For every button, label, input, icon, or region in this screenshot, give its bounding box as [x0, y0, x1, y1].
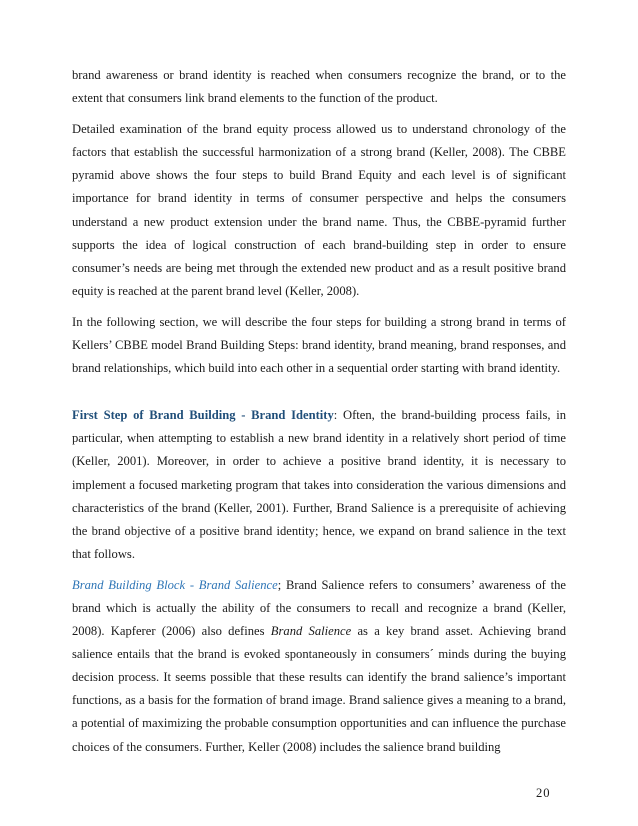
paragraph-following-section: In the following section, we will describe the four steps for building a strong brand in terms of Kellers’ CBBE model Brand Building Steps: brand identity, brand meaning, brand responses, and brand relationships, which build into each other in a sequential order starting with brand identity.: [72, 314, 566, 376]
paragraph-brand-salience: [72, 574, 566, 759]
document-page: [72, 64, 566, 767]
paragraph-brand-identity-text: : Often, the brand-building process fails, in particular, when attempting to establish a new brand identity in a relatively short period of time (Keller, 2001). Moreover, in order to achieve a positive brand identity, it is necessary to implement a focused marketing program that takes into consideration the various dimensions and characteristics of the brand (Keller, 2001). Further, Brand Salience is a prerequisite of achieving the brand objective of a positive brand identity; hence, we expand on brand salience in the text that follows.: [72, 408, 566, 561]
emphasis-brand-salience: Brand Salience: [270, 624, 352, 639]
paragraph-brand-equity-process: Detailed examination of the brand equity process allowed us to understand chronology of the factors that establish the successful harmonization of a strong brand (Keller, 2008). The CBBE pyramid above shows the four steps to build Brand Equity and each level is of significant importance for brand identity in terms of consumer perspective and helps the consumers understand a new product extension under the brand name. Thus, the CBBE-pyramid further supports the idea of logical construction of each brand-building step in order to ensure consumer’s needs are being met through the extended new product and as a result positive brand equity is reached at the parent brand level (Keller, 2008).: [72, 122, 566, 298]
page-number: 20: [536, 786, 551, 800]
paragraph-brand-salience-text-b: as a key brand asset. Achieving brand salience entails that the brand is evoked spontaneously in consumers´ minds during the buying decision process. It seems possible that these results can identify the brand salience’s important functions, as a basis for the formation of brand image. Brand salience gives a meaning to a brand, a potential of maximizing the probable consumption opportunities and can influence the purchase choices of the consumers. Further, Keller (2008) includes the salience brand building: [72, 624, 567, 754]
heading-brand-salience: Brand Building Block - Brand Salience: [72, 577, 278, 592]
paragraph-brand-identity: [72, 404, 566, 566]
paragraph-brand-salience-text-a: ; Brand Salience refers to consumers’ awareness of the brand which is actually the ability of the consumers to recall and recognize a brand (Keller, 2008). Kapferer (2006) also defines: [72, 577, 567, 639]
paragraph-brand-awareness: brand awareness or brand identity is reached when consumers recognize the brand, or to the extent that consumers link brand elements to the function of the product.: [72, 68, 566, 106]
heading-first-step-brand-identity: First Step of Brand Building - Brand Identity: [72, 408, 334, 423]
